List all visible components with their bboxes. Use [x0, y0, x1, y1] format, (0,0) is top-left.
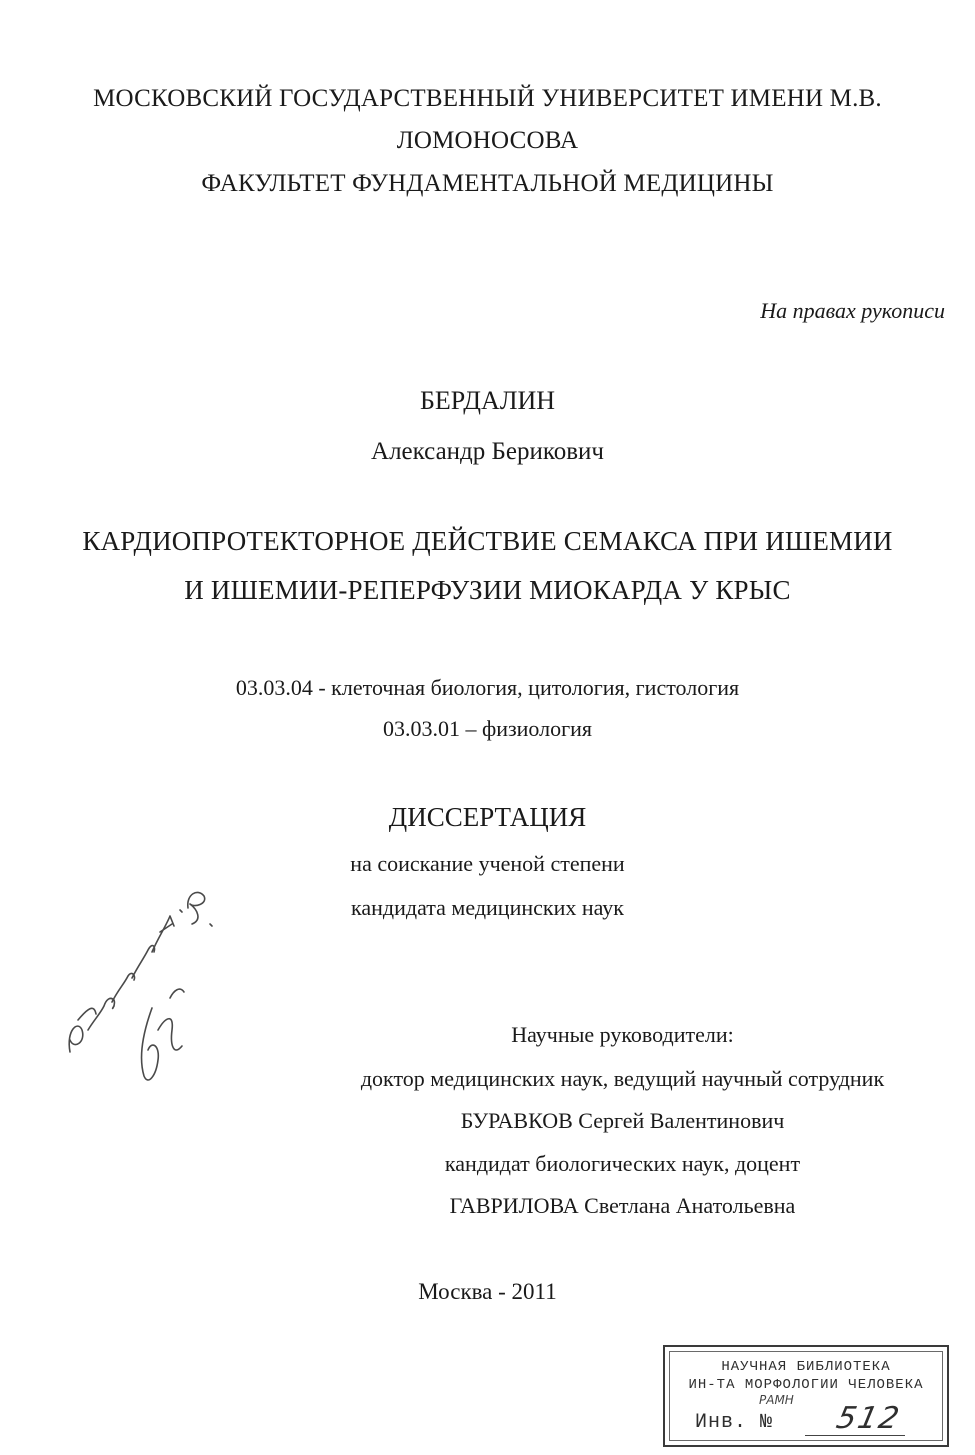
thesis-title-line2: И ИШЕМИИ-РЕПЕРФУЗИИ МИОКАРДА У КРЫС	[184, 575, 791, 605]
stamp-library-line: НАУЧНАЯ БИБЛИОТЕКА	[721, 1359, 891, 1375]
supervisor1-name: БУРАВКОВ Сергей Валентинович	[460, 1108, 785, 1133]
library-stamp	[663, 1345, 949, 1447]
stamp-underline	[805, 1435, 905, 1436]
specialty-line-2: 03.03.01 – физиология	[382, 716, 593, 741]
stamp-handwritten-ramn: РАМН	[759, 1393, 794, 1407]
stamp-institute-line: ИН-ТА МОРФОЛОГИИ ЧЕЛОВЕКА	[688, 1377, 924, 1393]
stamp-inventory-number: 512	[833, 1401, 904, 1436]
specialty-line-1: 03.03.04 - клеточная биология, цитология, гистология	[235, 675, 740, 700]
city-year: Москва - 2011	[418, 1279, 557, 1304]
degree-line-1: на соискание ученой степени	[350, 851, 625, 876]
degree-line-2: кандидата медицинских наук	[351, 895, 624, 920]
stamp-inventory-label: Инв. №	[695, 1411, 774, 1434]
supervisors-heading: Научные руководители:	[511, 1022, 734, 1047]
university-name-line1: МОСКОВСКИЙ ГОСУДАРСТВЕННЫЙ УНИВЕРСИТЕТ ИМЕНИ М.В.	[93, 85, 882, 112]
author-signature	[48, 880, 223, 1090]
dissertation-heading: ДИССЕРТАЦИЯ	[388, 802, 587, 832]
faculty-name: ФАКУЛЬТЕТ ФУНДАМЕНТАЛЬНОЙ МЕДИЦИНЫ	[201, 170, 774, 197]
author-given-names: Александр Берикович	[371, 438, 604, 465]
thesis-title-line1: КАРДИОПРОТЕКТОРНОЕ ДЕЙСТВИЕ СЕМАКСА ПРИ ИШЕМИИ	[82, 526, 893, 556]
supervisor2-name: ГАВРИЛОВА Светлана Анатольевна	[449, 1193, 796, 1218]
author-surname: БЕРДАЛИН	[419, 386, 555, 415]
supervisor1-degree: доктор медицинских наук, ведущий научный сотрудник	[360, 1066, 885, 1091]
supervisor2-degree: кандидат биологических наук, доцент	[444, 1151, 801, 1176]
manuscript-rights-note: На правах рукописи	[760, 298, 945, 323]
university-name-line2: ЛОМОНОСОВА	[396, 127, 579, 154]
